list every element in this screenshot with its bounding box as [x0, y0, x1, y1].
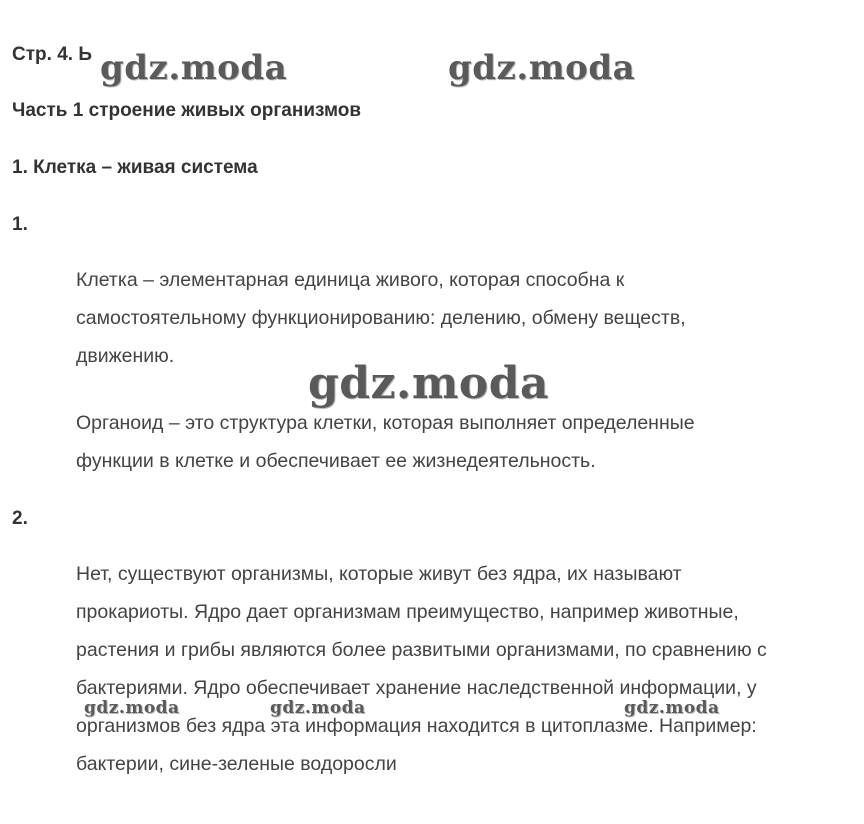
answer-2-paragraph — [76, 555, 864, 783]
text-line: Клетка – элементарная единица живого, которая способна к — [76, 269, 625, 291]
watermark: gdz.moda — [448, 48, 636, 88]
page-reference: Стр. 4. Ь — [12, 44, 92, 65]
answer-1-paragraph-cell-definition — [76, 261, 864, 375]
watermark: gdz.moda — [270, 698, 366, 718]
watermark: gdz.moda — [100, 48, 288, 88]
question-number-2: 2. — [12, 508, 28, 529]
question-number-1: 1. — [12, 214, 28, 235]
text-line: Нет, существуют организмы, которые живут без ядра, их называют — [76, 563, 682, 585]
text-line: прокариоты. Ядро дает организмам преимущество, например животные, — [76, 601, 739, 623]
text-line: Органоид – это структура клетки, которая выполняет определенные — [76, 412, 695, 434]
text-line: самостоятельному функционированию: делению, обмену веществ, — [76, 307, 686, 329]
part-title: Часть 1 строение живых организмов — [12, 100, 362, 121]
watermark: gdz.moda — [84, 698, 180, 718]
section-title: 1. Клетка – живая система — [12, 157, 258, 178]
text-line: бактерии, сине-зеленые водоросли — [76, 753, 397, 775]
text-line: функции в клетке и обеспечивает ее жизнедеятельность. — [76, 450, 596, 472]
text-line: движению. — [76, 345, 175, 367]
text-line: организмов без ядра эта информация находится в цитоплазме. Например: — [76, 715, 757, 737]
text-line: бактериями. Ядро обеспечивает хранение наследственной информации, у — [76, 677, 757, 699]
answer-1-paragraph-organoid-definition — [76, 404, 864, 480]
watermark: gdz.moda — [308, 358, 550, 409]
watermark: gdz.moda — [624, 698, 720, 718]
text-line: растения и грибы являются более развитыми организмами, по сравнению с — [76, 639, 767, 661]
